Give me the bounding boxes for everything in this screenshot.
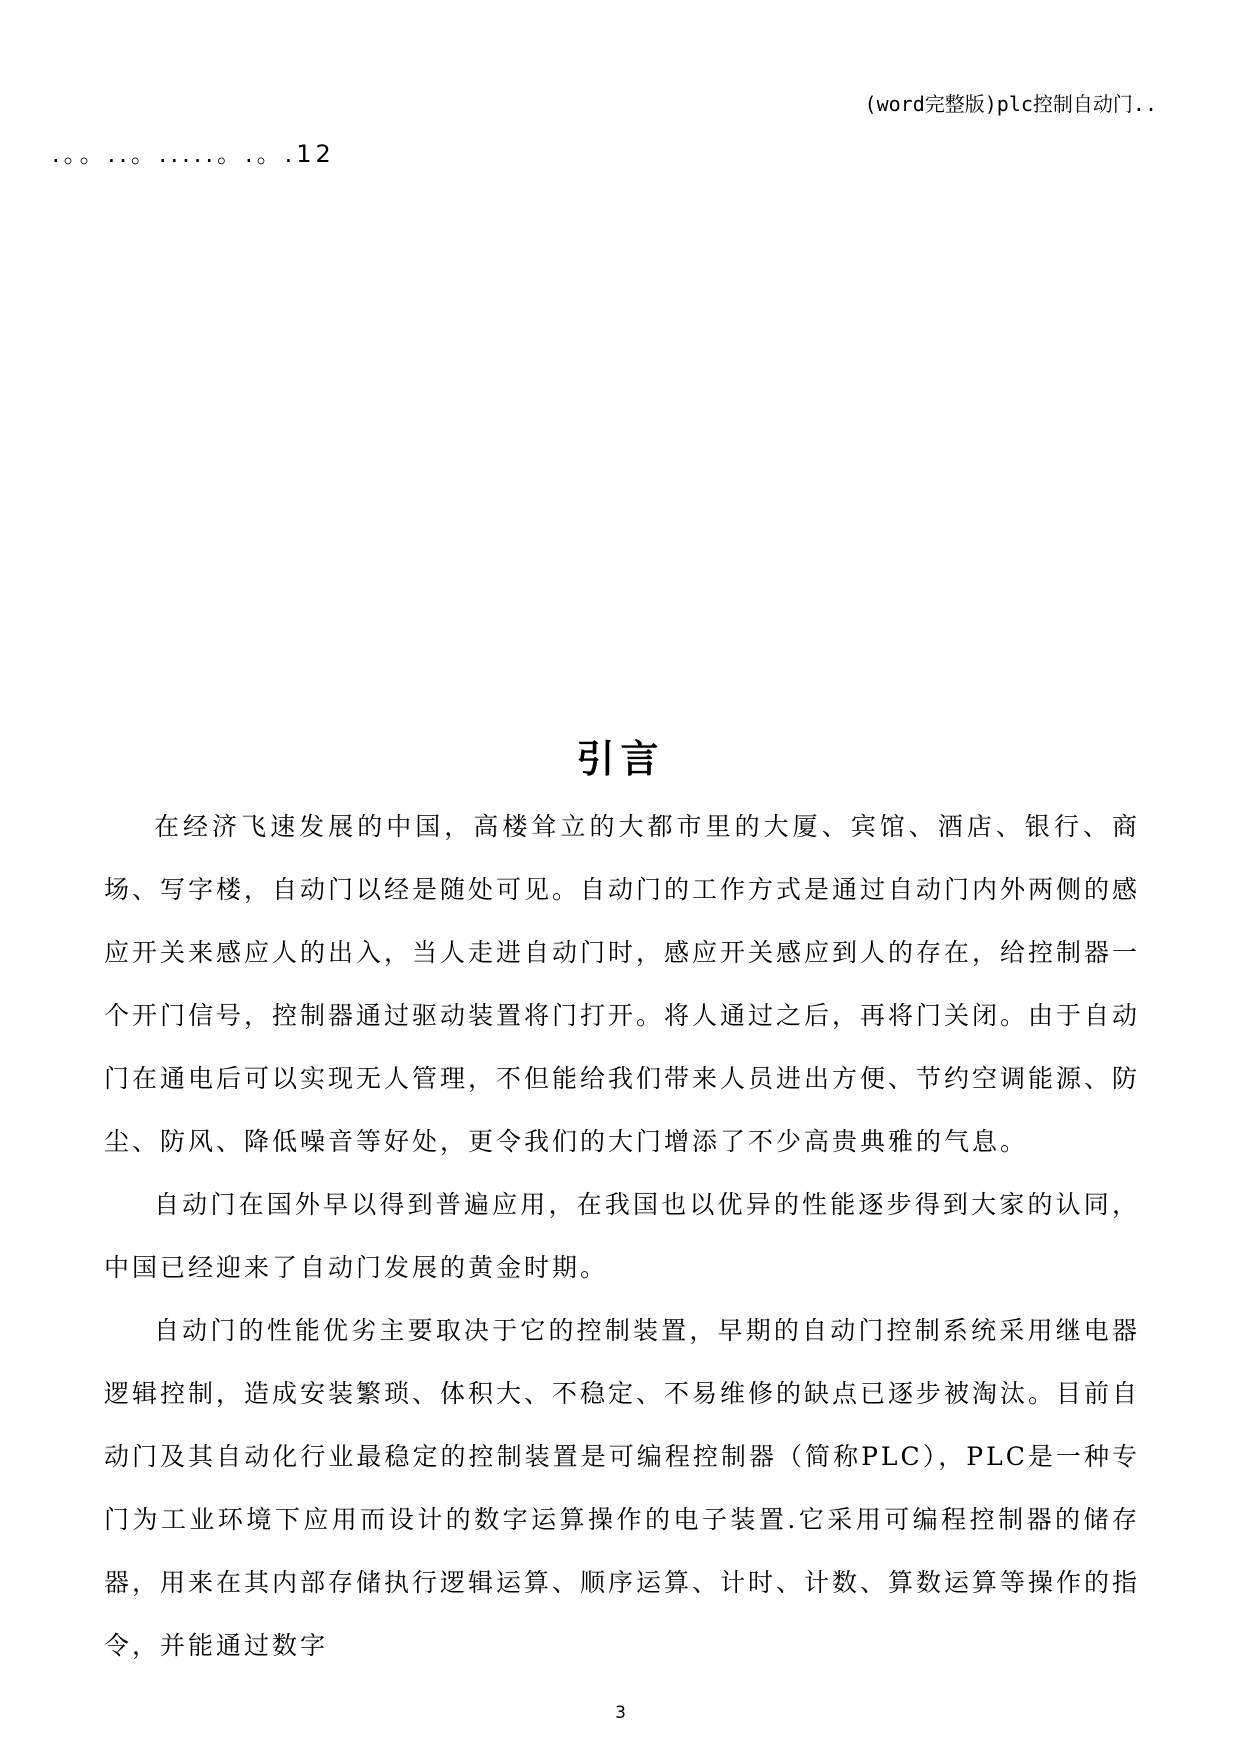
paragraph-3: 自动门的性能优劣主要取决于它的控制装置，早期的自动门控制系统采用继电器逻辑控制，造成安装繁琐、体积大、不稳定、不易维修的缺点已逐步被淘汰。目前自动门及其自动化行业最稳定的控制装置是可编程控制器（简称PLC），PLC是一种专门为工业环境下应用而设计的数字运算操作的电子装置.它采用可编程控制器的储存器，用来在其内部存储执行逻辑运算、顺序运算、计时、计数、算数运算等操作的指令，并能通过数字 bbox=[104, 1316, 1141, 1660]
toc-leader-line: .。。..。.....。.。.12 bbox=[52, 140, 335, 168]
section-title: 引言 bbox=[576, 737, 665, 781]
running-header: (word完整版)plc控制自动门.. bbox=[864, 92, 1157, 116]
paragraph-1: 在经济飞速发展的中国，高楼耸立的大都市里的大厦、宾馆、酒店、银行、商场、写字楼，自动门以经是随处可见。自动门的工作方式是通过自动门内外两侧的感应开关来感应人的出入，当人走进自动门时，感应开关感应到人的存在，给控制器一个开门信号，控制器通过驱动装置将门打开。将人通过之后，再将门关闭。由于自动门在通电后可以实现无人管理，不但能给我们带来人员进出方便、节约空调能源、防尘、防风、降低噪音等好处，更令我们的大门增添了不少高贵典雅的气息。 bbox=[104, 812, 1141, 1156]
paragraph-2: 自动门在国外早以得到普遍应用，在我国也以优异的性能逐步得到大家的认同，中国已经迎来了自动门发展的黄金时期。 bbox=[104, 1190, 1140, 1282]
section-body bbox=[104, 795, 1140, 1677]
page-number: 3 bbox=[615, 1703, 626, 1723]
